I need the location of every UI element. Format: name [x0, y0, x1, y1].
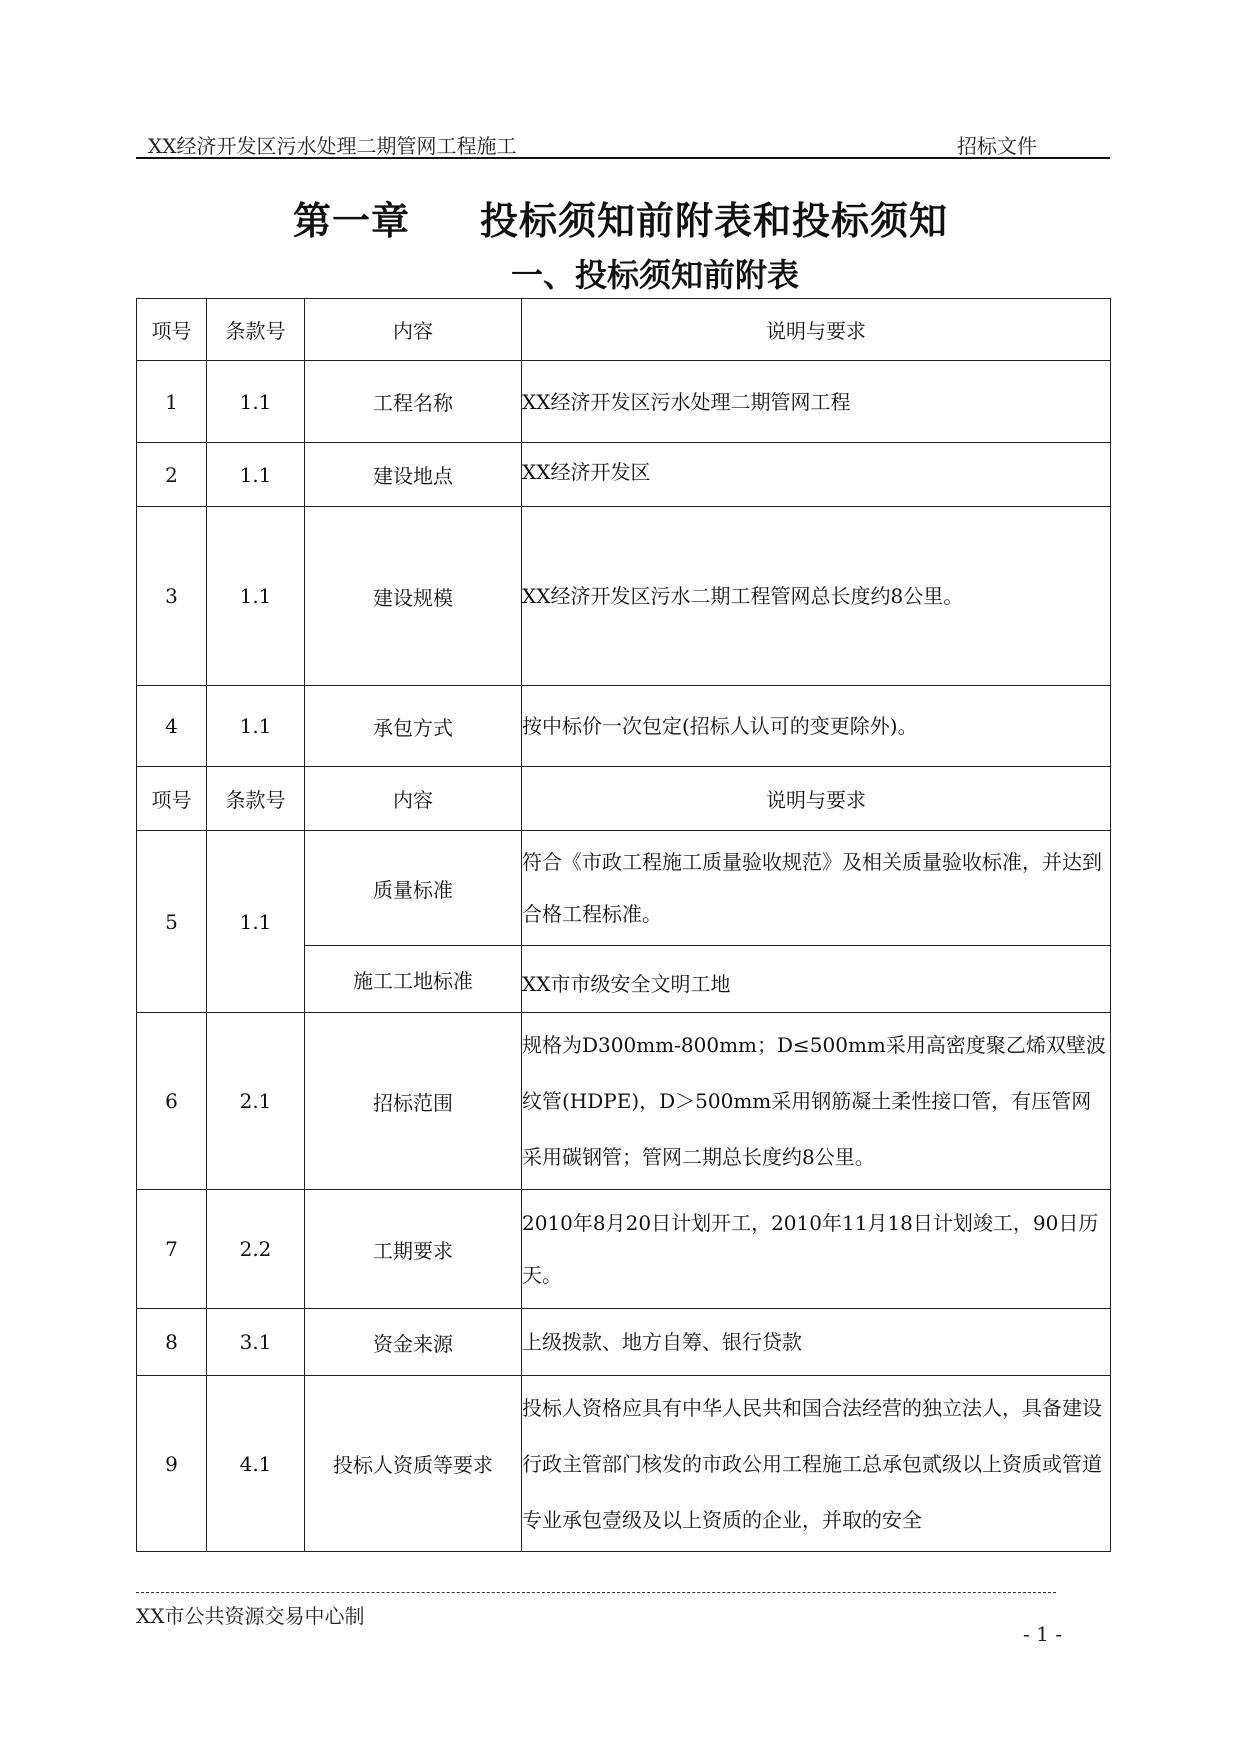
- row-desc: 按中标价一次包定(招标人认可的变更除外)。: [522, 686, 1111, 767]
- row-no: 6: [137, 1013, 207, 1190]
- header-cell-clause: 条款号: [207, 299, 305, 361]
- footer-issuer: XX市公共资源交易中心制: [136, 1604, 365, 1628]
- header-cell-item: 内容: [305, 299, 522, 361]
- row-item: 建设地点: [305, 443, 522, 507]
- pre-attachment-table: [136, 298, 1111, 1552]
- table-row: [137, 1309, 1111, 1376]
- row-clause: 1.1: [207, 507, 305, 686]
- header-rule: [136, 157, 1110, 159]
- row-clause: 1.1: [207, 686, 305, 767]
- chapter-number: 第一章: [292, 198, 410, 243]
- row-no: 5: [137, 831, 207, 1013]
- table-row: [137, 1376, 1111, 1552]
- row-item: 工程名称: [305, 361, 522, 443]
- row-no: 7: [137, 1190, 207, 1309]
- row-desc: XX经济开发区: [522, 443, 1111, 507]
- row-clause: 3.1: [207, 1309, 305, 1376]
- row-sub-item: 施工工地标准: [305, 946, 522, 1013]
- row-item: 工期要求: [305, 1190, 522, 1309]
- row-clause: 1.1: [207, 831, 305, 1013]
- header-cell-no: 项号: [137, 767, 207, 831]
- page-number: - 1 -: [1023, 1622, 1062, 1646]
- row-no: 4: [137, 686, 207, 767]
- table-row: [137, 1190, 1111, 1309]
- row-desc: 2010年8月20日计划开工，2010年11月18日计划竣工，90日历天。: [522, 1190, 1111, 1309]
- row-sub-desc: XX市市级安全文明工地: [522, 946, 1111, 1013]
- header-cell-desc: 说明与要求: [522, 299, 1111, 361]
- row-desc: XX经济开发区污水处理二期管网工程: [522, 361, 1111, 443]
- table-row: [137, 1013, 1111, 1190]
- chapter-title: [0, 190, 1241, 245]
- row-clause: 1.1: [207, 443, 305, 507]
- row-no: 2: [137, 443, 207, 507]
- header-cell-no: 项号: [137, 299, 207, 361]
- row-desc: 上级拨款、地方自筹、银行贷款: [522, 1309, 1111, 1376]
- row-no: 8: [137, 1309, 207, 1376]
- section-title: 一、投标须知前附表: [510, 256, 799, 294]
- table-row: [137, 831, 1111, 946]
- chapter-name: 投标须知前附表和投标须知: [480, 198, 949, 243]
- row-item: 投标人资质等要求: [305, 1376, 522, 1552]
- row-clause: 4.1: [207, 1376, 305, 1552]
- header-cell-desc: 说明与要求: [522, 767, 1111, 831]
- row-item: 资金来源: [305, 1309, 522, 1376]
- table-row: [137, 443, 1111, 507]
- row-desc: 符合《市政工程施工质量验收规范》及相关质量验收标准，并达到合格工程标准。: [522, 831, 1111, 946]
- row-no: 1: [137, 361, 207, 443]
- row-item: 建设规模: [305, 507, 522, 686]
- header-cell-clause: 条款号: [207, 767, 305, 831]
- table-row: [137, 361, 1111, 443]
- row-desc: 规格为D300mm-800mm；D≤500mm采用高密度聚乙烯双壁波纹管(HDPE)，D＞500mm采用钢筋凝土柔性接口管，有压管网采用碳钢管；管网二期总长度约8公里。: [522, 1013, 1111, 1190]
- row-clause: 2.2: [207, 1190, 305, 1309]
- row-no: 9: [137, 1376, 207, 1552]
- row-clause: 2.1: [207, 1013, 305, 1190]
- row-item: 质量标准: [305, 831, 522, 946]
- table-row: [137, 686, 1111, 767]
- header-doc-type: 招标文件: [957, 134, 1037, 158]
- row-clause: 1.1: [207, 361, 305, 443]
- row-desc: 投标人资格应具有中华人民共和国合法经营的独立法人，具备建设行政主管部门核发的市政公用工程施工总承包贰级以上资质或管道专业承包壹级及以上资质的企业，并取的安全: [522, 1376, 1111, 1552]
- table-header-row: [137, 299, 1111, 361]
- row-item: 招标范围: [305, 1013, 522, 1190]
- header-cell-item: 内容: [305, 767, 522, 831]
- footer-rule: [136, 1592, 1056, 1593]
- row-item: 承包方式: [305, 686, 522, 767]
- header-project-title: XX经济开发区污水处理二期管网工程施工: [148, 134, 517, 158]
- table-header-row-repeat: [137, 767, 1111, 831]
- row-no: 3: [137, 507, 207, 686]
- row-desc: XX经济开发区污水二期工程管网总长度约8公里。: [522, 507, 1111, 686]
- table-row: [137, 507, 1111, 686]
